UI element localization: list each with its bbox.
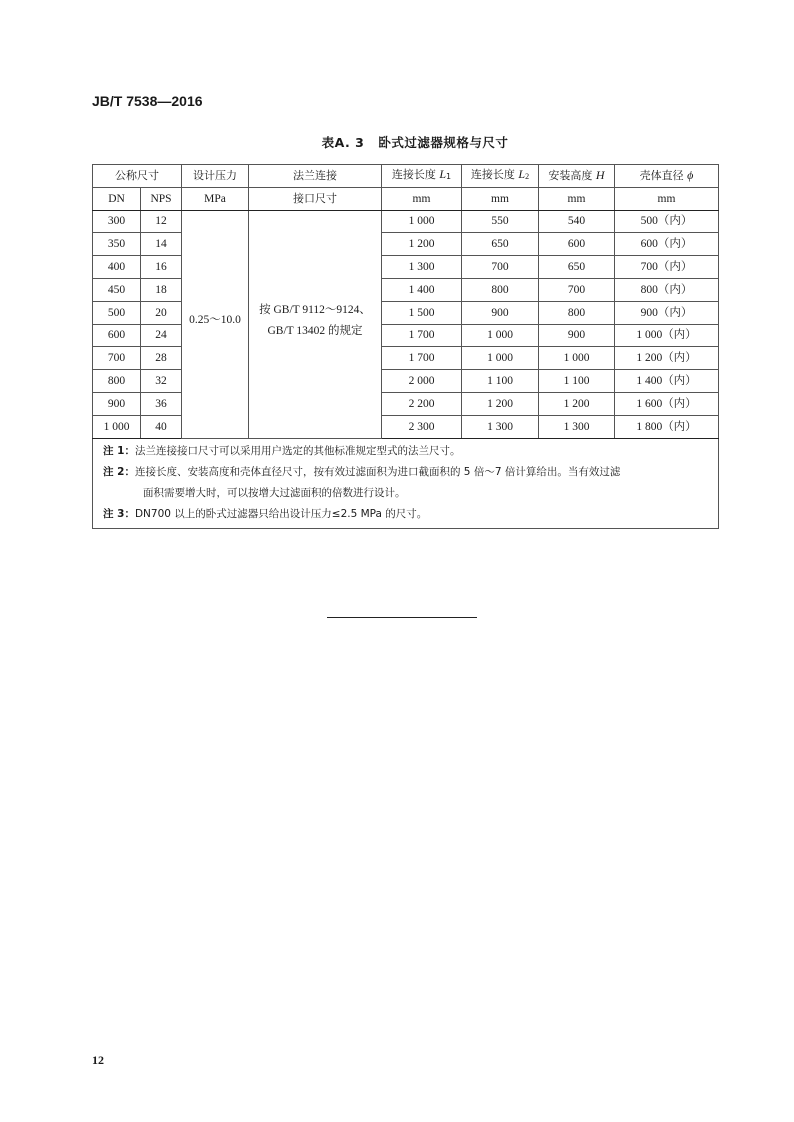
cell-nps: 12 — [141, 210, 182, 233]
cell-nps: 28 — [141, 347, 182, 370]
cell-dn: 1 000 — [93, 415, 141, 438]
cell-h: 700 — [539, 278, 615, 301]
header-flange-line2: 接口尺寸 — [249, 187, 382, 210]
cell-l2: 1 000 — [462, 324, 539, 347]
flange-spec-line1: 按 GB/T 9112～9124、 — [259, 304, 371, 317]
note-text: 连接长度、安装高度和壳体直径尺寸，按有效过滤面积为进口截面积的 5 倍～7 倍计算给出。当有效过滤 — [134, 465, 621, 478]
page-number: 12 — [92, 1053, 104, 1067]
cell-l1: 1 200 — [382, 233, 462, 256]
header-dn: DN — [93, 187, 141, 210]
cell-h: 1 300 — [539, 415, 615, 438]
cell-phi: 600（内） — [615, 233, 719, 256]
cell-nps: 16 — [141, 256, 182, 279]
cell-phi: 1 400（内） — [615, 370, 719, 393]
cell-h: 600 — [539, 233, 615, 256]
note-text: DN700 以上的卧式过滤器只给出设计压力≤2.5 MPa 的尺寸。 — [134, 507, 428, 520]
flange-spec-line2: GB/T 13402 的规定 — [267, 325, 363, 338]
header-flange-line1: 法兰连接 — [249, 165, 382, 188]
cell-l2: 550 — [462, 210, 539, 233]
table-title: 卧式过滤器规格与尺寸 — [378, 135, 509, 150]
header-design-pressure: 设计压力 — [182, 165, 249, 188]
cell-phi: 700（内） — [615, 256, 719, 279]
cell-phi: 1 800（内） — [615, 415, 719, 438]
cell-design-pressure: 0.25～10.0 — [182, 210, 249, 438]
cell-l2: 650 — [462, 233, 539, 256]
table-row — [93, 210, 719, 233]
header-nominal-size: 公称尺寸 — [93, 165, 182, 188]
cell-phi: 900（内） — [615, 301, 719, 324]
spec-table — [92, 164, 719, 529]
cell-l1: 1 700 — [382, 347, 462, 370]
cell-l2: 1 000 — [462, 347, 539, 370]
cell-l1: 1 000 — [382, 210, 462, 233]
notes-row — [93, 438, 719, 528]
cell-h: 540 — [539, 210, 615, 233]
cell-l2: 1 300 — [462, 415, 539, 438]
cell-dn: 500 — [93, 301, 141, 324]
cell-phi: 1 600（内） — [615, 392, 719, 415]
note-continuation: 面积需要增大时，可以按增大过滤面积的倍数进行设计。 — [143, 486, 406, 499]
cell-l1: 1 300 — [382, 256, 462, 279]
cell-h: 1 200 — [539, 392, 615, 415]
note-label: 注 2： — [103, 465, 135, 478]
note-text: 法兰连接接口尺寸可以采用用户选定的其他标准规定型式的法兰尺寸。 — [134, 444, 461, 457]
header-l1: 连接长度 L1 — [382, 165, 462, 188]
header-h: 安装高度 H — [539, 165, 615, 188]
table-notes — [93, 438, 719, 528]
cell-l1: 2 200 — [382, 392, 462, 415]
cell-l2: 700 — [462, 256, 539, 279]
header-phi-unit: mm — [615, 187, 719, 210]
cell-phi: 1 200（内） — [615, 347, 719, 370]
note-item — [103, 441, 718, 462]
cell-nps: 24 — [141, 324, 182, 347]
cell-phi: 500（内） — [615, 210, 719, 233]
cell-nps: 20 — [141, 301, 182, 324]
header-l1-unit: mm — [382, 187, 462, 210]
cell-dn: 300 — [93, 210, 141, 233]
header-l2-unit: mm — [462, 187, 539, 210]
note-item — [103, 462, 718, 483]
cell-dn: 800 — [93, 370, 141, 393]
cell-l2: 800 — [462, 278, 539, 301]
table-number: 表A. 3 — [321, 135, 365, 150]
header-h-unit: mm — [539, 187, 615, 210]
cell-l1: 2 300 — [382, 415, 462, 438]
note-label: 注 3： — [103, 507, 135, 520]
cell-phi: 1 000（内） — [615, 324, 719, 347]
cell-nps: 18 — [141, 278, 182, 301]
cell-l2: 1 200 — [462, 392, 539, 415]
cell-l1: 1 400 — [382, 278, 462, 301]
cell-nps: 40 — [141, 415, 182, 438]
cell-h: 1 000 — [539, 347, 615, 370]
end-rule — [327, 617, 477, 618]
cell-phi: 800（内） — [615, 278, 719, 301]
cell-nps: 36 — [141, 392, 182, 415]
cell-l1: 1 700 — [382, 324, 462, 347]
document-code: JB/T 7538—2016 — [92, 93, 203, 109]
note-item — [103, 504, 718, 525]
cell-flange-spec — [249, 210, 382, 438]
cell-h: 800 — [539, 301, 615, 324]
cell-dn: 400 — [93, 256, 141, 279]
cell-l1: 2 000 — [382, 370, 462, 393]
cell-l2: 900 — [462, 301, 539, 324]
header-phi: 壳体直径 ϕ — [615, 165, 719, 188]
cell-dn: 600 — [93, 324, 141, 347]
note-label: 注 1： — [103, 444, 135, 457]
table-caption — [0, 133, 794, 151]
cell-h: 1 100 — [539, 370, 615, 393]
header-nps: NPS — [141, 187, 182, 210]
header-mpa-unit: MPa — [182, 187, 249, 210]
cell-dn: 900 — [93, 392, 141, 415]
cell-dn: 700 — [93, 347, 141, 370]
header-row-1 — [93, 165, 719, 188]
cell-nps: 14 — [141, 233, 182, 256]
cell-l1: 1 500 — [382, 301, 462, 324]
header-l2: 连接长度 L2 — [462, 165, 539, 188]
cell-h: 900 — [539, 324, 615, 347]
cell-dn: 350 — [93, 233, 141, 256]
header-row-2 — [93, 187, 719, 210]
cell-h: 650 — [539, 256, 615, 279]
cell-l2: 1 100 — [462, 370, 539, 393]
cell-dn: 450 — [93, 278, 141, 301]
cell-nps: 32 — [141, 370, 182, 393]
